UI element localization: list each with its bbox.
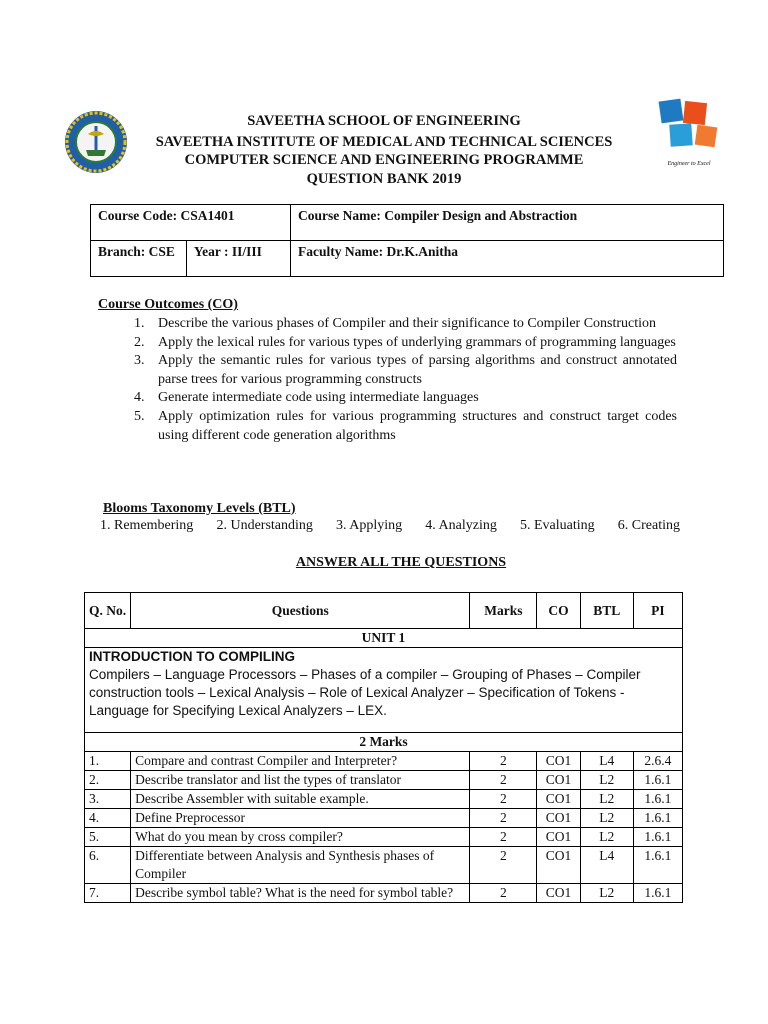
course-outcomes-title: Course Outcomes (CO) [98, 297, 238, 312]
table-row: 4. Define Preprocessor 2 CO1 L2 1.6.1 [85, 809, 683, 828]
year: Year : II/III [186, 241, 290, 277]
header-marks: Marks [470, 593, 537, 629]
header-questions: Questions [131, 593, 470, 629]
header-btl: BTL [580, 593, 633, 629]
institute-name: SAVEETHA INSTITUTE OF MEDICAL AND TECHNICAL SCIENCES [155, 134, 613, 150]
btl-level: 2. Understanding [216, 518, 313, 533]
marks-section-title: 2 Marks [85, 733, 683, 752]
btl-levels [100, 518, 680, 534]
document-title: QUESTION BANK 2019 [306, 171, 462, 187]
list-item: 2. Apply the lexical rules for various types of underlying grammars of programming languages [134, 334, 676, 350]
list-item: 1. Describe the various phases of Compiler and their significance to Compiler Construction [134, 316, 657, 331]
answer-all-heading: ANSWER ALL THE QUESTIONS [295, 555, 507, 570]
faculty-name: Faculty Name: Dr.K.Anitha [291, 241, 724, 277]
btl-level: 3. Applying [336, 518, 403, 533]
course-info-table [90, 204, 724, 277]
btl-level: 4. Analyzing [425, 518, 497, 533]
course-outcomes-list [134, 315, 677, 445]
branch: Branch: CSE [91, 241, 187, 277]
btl-level: 5. Evaluating [519, 518, 595, 533]
list-item: 4. Generate intermediate code using intermediate languages [134, 390, 479, 406]
table-row: 5. What do you mean by cross compiler? 2 CO1 L2 1.6.1 [85, 828, 683, 847]
unit-description: Compilers – Language Processors – Phases of a compiler – Grouping of Phases – Compiler construction tools – Lexical Analysis – Role of Lexical Analyzer – Specification of Tokens - Language for Specifying Lexical Analyzers – LEX. [89, 667, 641, 718]
header-qno: Q. No. [85, 593, 131, 629]
logo-tagline: Engineer to Excel [667, 161, 711, 167]
table-row: 7. Describe symbol table? What is the need for symbol table? 2 CO1 L2 1.6.1 [85, 884, 683, 903]
programme-name: COMPUTER SCIENCE AND ENGINEERING PROGRAMME [184, 152, 584, 168]
unit-title: UNIT 1 [85, 629, 683, 648]
unit-heading: INTRODUCTION TO COMPILING [89, 649, 295, 664]
btl-level: 6. Creating [617, 518, 680, 533]
table-row: 1. Compare and contrast Compiler and Interpreter? 2 CO1 L4 2.6.4 [85, 752, 683, 771]
table-row: 6. Differentiate between Analysis and Synthesis phases of Compiler 2 CO1 L4 1.6.1 [85, 847, 683, 884]
school-name: SAVEETHA SCHOOL OF ENGINEERING [247, 113, 521, 129]
table-row: 3. Describe Assembler with suitable example. 2 CO1 L2 1.6.1 [85, 790, 683, 809]
header-co: CO [537, 593, 580, 629]
question-table [84, 592, 683, 903]
list-item: 3. Apply the semantic rules for various types of parsing algorithms and construct annotated parse trees for various programming constructs [134, 353, 677, 387]
list-item: 5. Apply optimization rules for various programming structures and construct target codes using different code generation algorithms [134, 408, 677, 443]
btl-title: Blooms Taxonomy Levels (BTL) [103, 501, 296, 516]
unit-description-cell [85, 648, 683, 733]
course-name: Course Name: Compiler Design and Abstraction [291, 205, 724, 241]
table-row: 2. Describe translator and list the types of translator 2 CO1 L2 1.6.1 [85, 771, 683, 790]
course-code: Course Code: CSA1401 [91, 205, 291, 241]
header-pi: PI [633, 593, 682, 629]
btl-level: 1. Remembering [100, 518, 194, 533]
